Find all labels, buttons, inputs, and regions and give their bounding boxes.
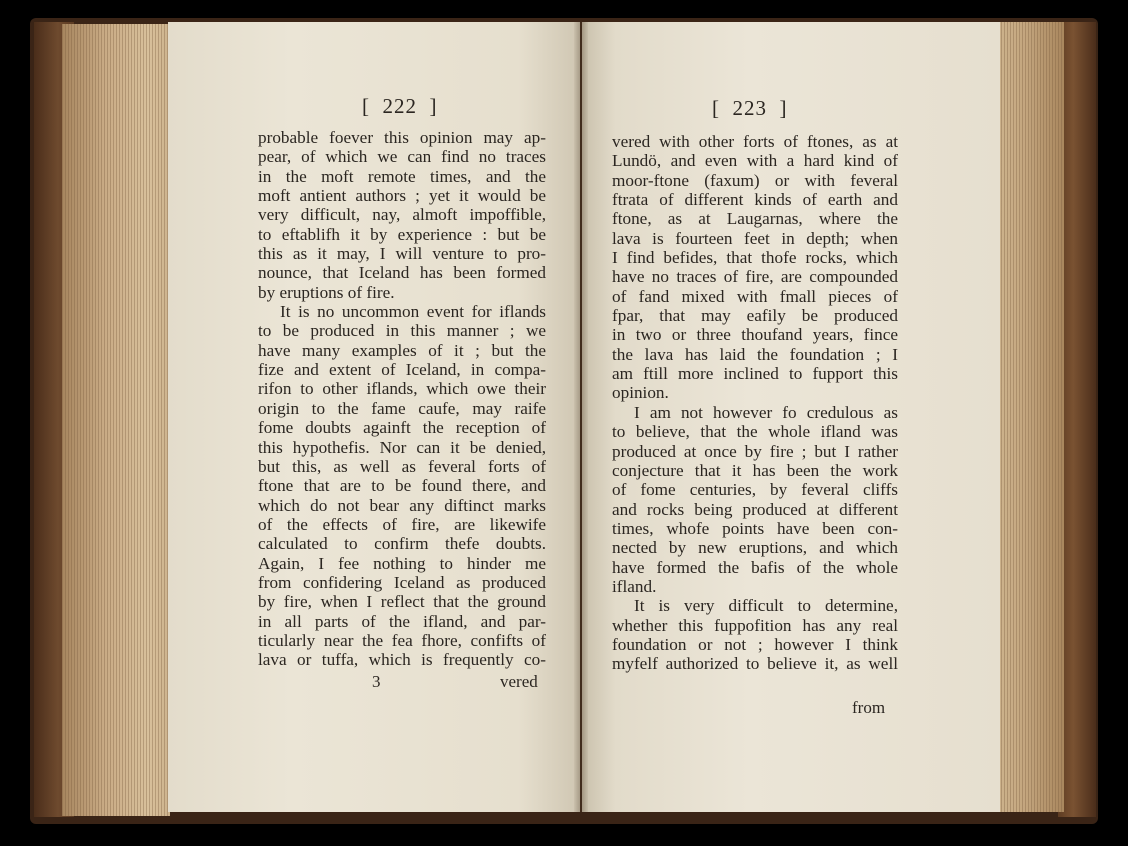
text-line: probable foever this opinion may ap- [258,128,546,147]
right-page [582,22,1000,812]
text-line: from confidering Iceland as produced [258,572,546,592]
text-line: I am not however fo credulous as [634,402,898,422]
book-gutter [574,22,588,812]
text-line: opinion. [612,383,669,403]
text-line: in all parts of the ifland, and par- [258,611,546,631]
text-line: and rocks being produced at different [612,499,898,519]
text-line: calculated to confirm thefe doubts. [258,534,546,554]
text-line: in two or three thoufand years, fince [612,325,898,345]
text-line: nected by new eruptions, and which [612,538,898,558]
right-page-text [612,132,898,674]
text-line: have many examples of it ; but the [258,340,546,360]
text-line: conjecture that it has been the work [612,460,898,480]
catchword-right: from [852,698,886,717]
text-line: in the moft remote times, and the [258,166,546,186]
text-line: It is very difficult to determine, [634,596,898,616]
text-line: have no traces of fire, are compounded [612,267,898,287]
page-number-left: [ 222 ] [362,94,438,118]
text-line: to eftablifh it by experience : but be [258,224,546,244]
text-line: moft antient authors ; yet it would be [258,186,546,206]
text-line: which do not bear any diftinct marks [258,495,546,515]
text-line: I find befides, that thofe rocks, which [612,248,898,268]
text-line: ftrata of different kinds of earth and [612,190,898,210]
page-number-right: [ 223 ] [712,96,788,120]
text-line: have formed the bafis of the whole [612,557,898,577]
text-line: but this, as well as feveral forts of [258,456,546,476]
text-line: am ftill more inclined to fupport this [612,364,898,384]
text-line: ticularly near the fea fhore, confifts of [258,630,546,650]
text-line: foundation or not ; however I think [612,634,898,654]
page-edges-right [998,22,1064,812]
signature-mark: 3 [372,672,381,691]
text-line: of fome centuries, by feveral cliffs [612,480,898,500]
text-line: times, whofe points have been con- [612,518,898,538]
text-line: this hypothefis. Nor can it be denied, [258,437,546,457]
text-line: whether this fuppofition has any real [612,615,898,635]
text-line: moor-ftone (faxum) or with feveral [612,170,898,190]
text-line: pear, of which we can find no traces [258,147,546,167]
text-line: It is no uncommon event for iflands [280,302,546,322]
text-line: to be produced in this manner ; we [258,321,546,341]
text-line: produced at once by fire ; but I rather [612,441,898,461]
text-line: the lava has laid the foundation ; I [612,344,898,364]
text-line: ifland. [612,576,657,596]
text-line: very difficult, nay, almoft impoffible, [258,205,546,225]
text-line: lava or tuffa, which is frequently co- [258,650,546,670]
left-page-text [258,128,546,670]
text-line: of fand mixed with fmall pieces of [612,286,898,306]
text-line: fome doubts againft the reception of [258,418,546,438]
text-line: rifon to other iflands, which owe their [258,379,546,399]
text-line: Again, I fee nothing to hinder me [258,553,546,573]
text-line: vered with other forts of ftones, as at [612,132,898,151]
text-line: Lundö, and even with a hard kind of [612,151,898,171]
text-line: nounce, that Iceland has been formed [258,263,546,283]
text-line: by eruptions of fire. [258,282,395,302]
text-line: to believe, that the whole ifland was [612,422,898,442]
text-line: origin to the fame caufe, may raife [258,398,546,418]
text-line: this as it may, I will venture to pro- [258,244,546,264]
catchword-left: vered [500,672,538,691]
text-line: by fire, when I reflect that the ground [258,592,546,612]
text-line: lava is fourteen feet in depth; when [612,228,898,248]
text-line: myfelf authorized to believe it, as well [612,654,898,674]
page-edges-left [62,24,170,816]
text-line: fize and extent of Iceland, in compa- [258,360,546,380]
text-line: fpar, that may eafily be produced [612,306,898,326]
text-line: of the effects of fire, are likewife [258,514,546,534]
text-line: ftone, as at Laugarnas, where the [612,209,898,229]
left-page [168,22,580,812]
text-line: ftone that are to be found there, and [258,476,546,496]
